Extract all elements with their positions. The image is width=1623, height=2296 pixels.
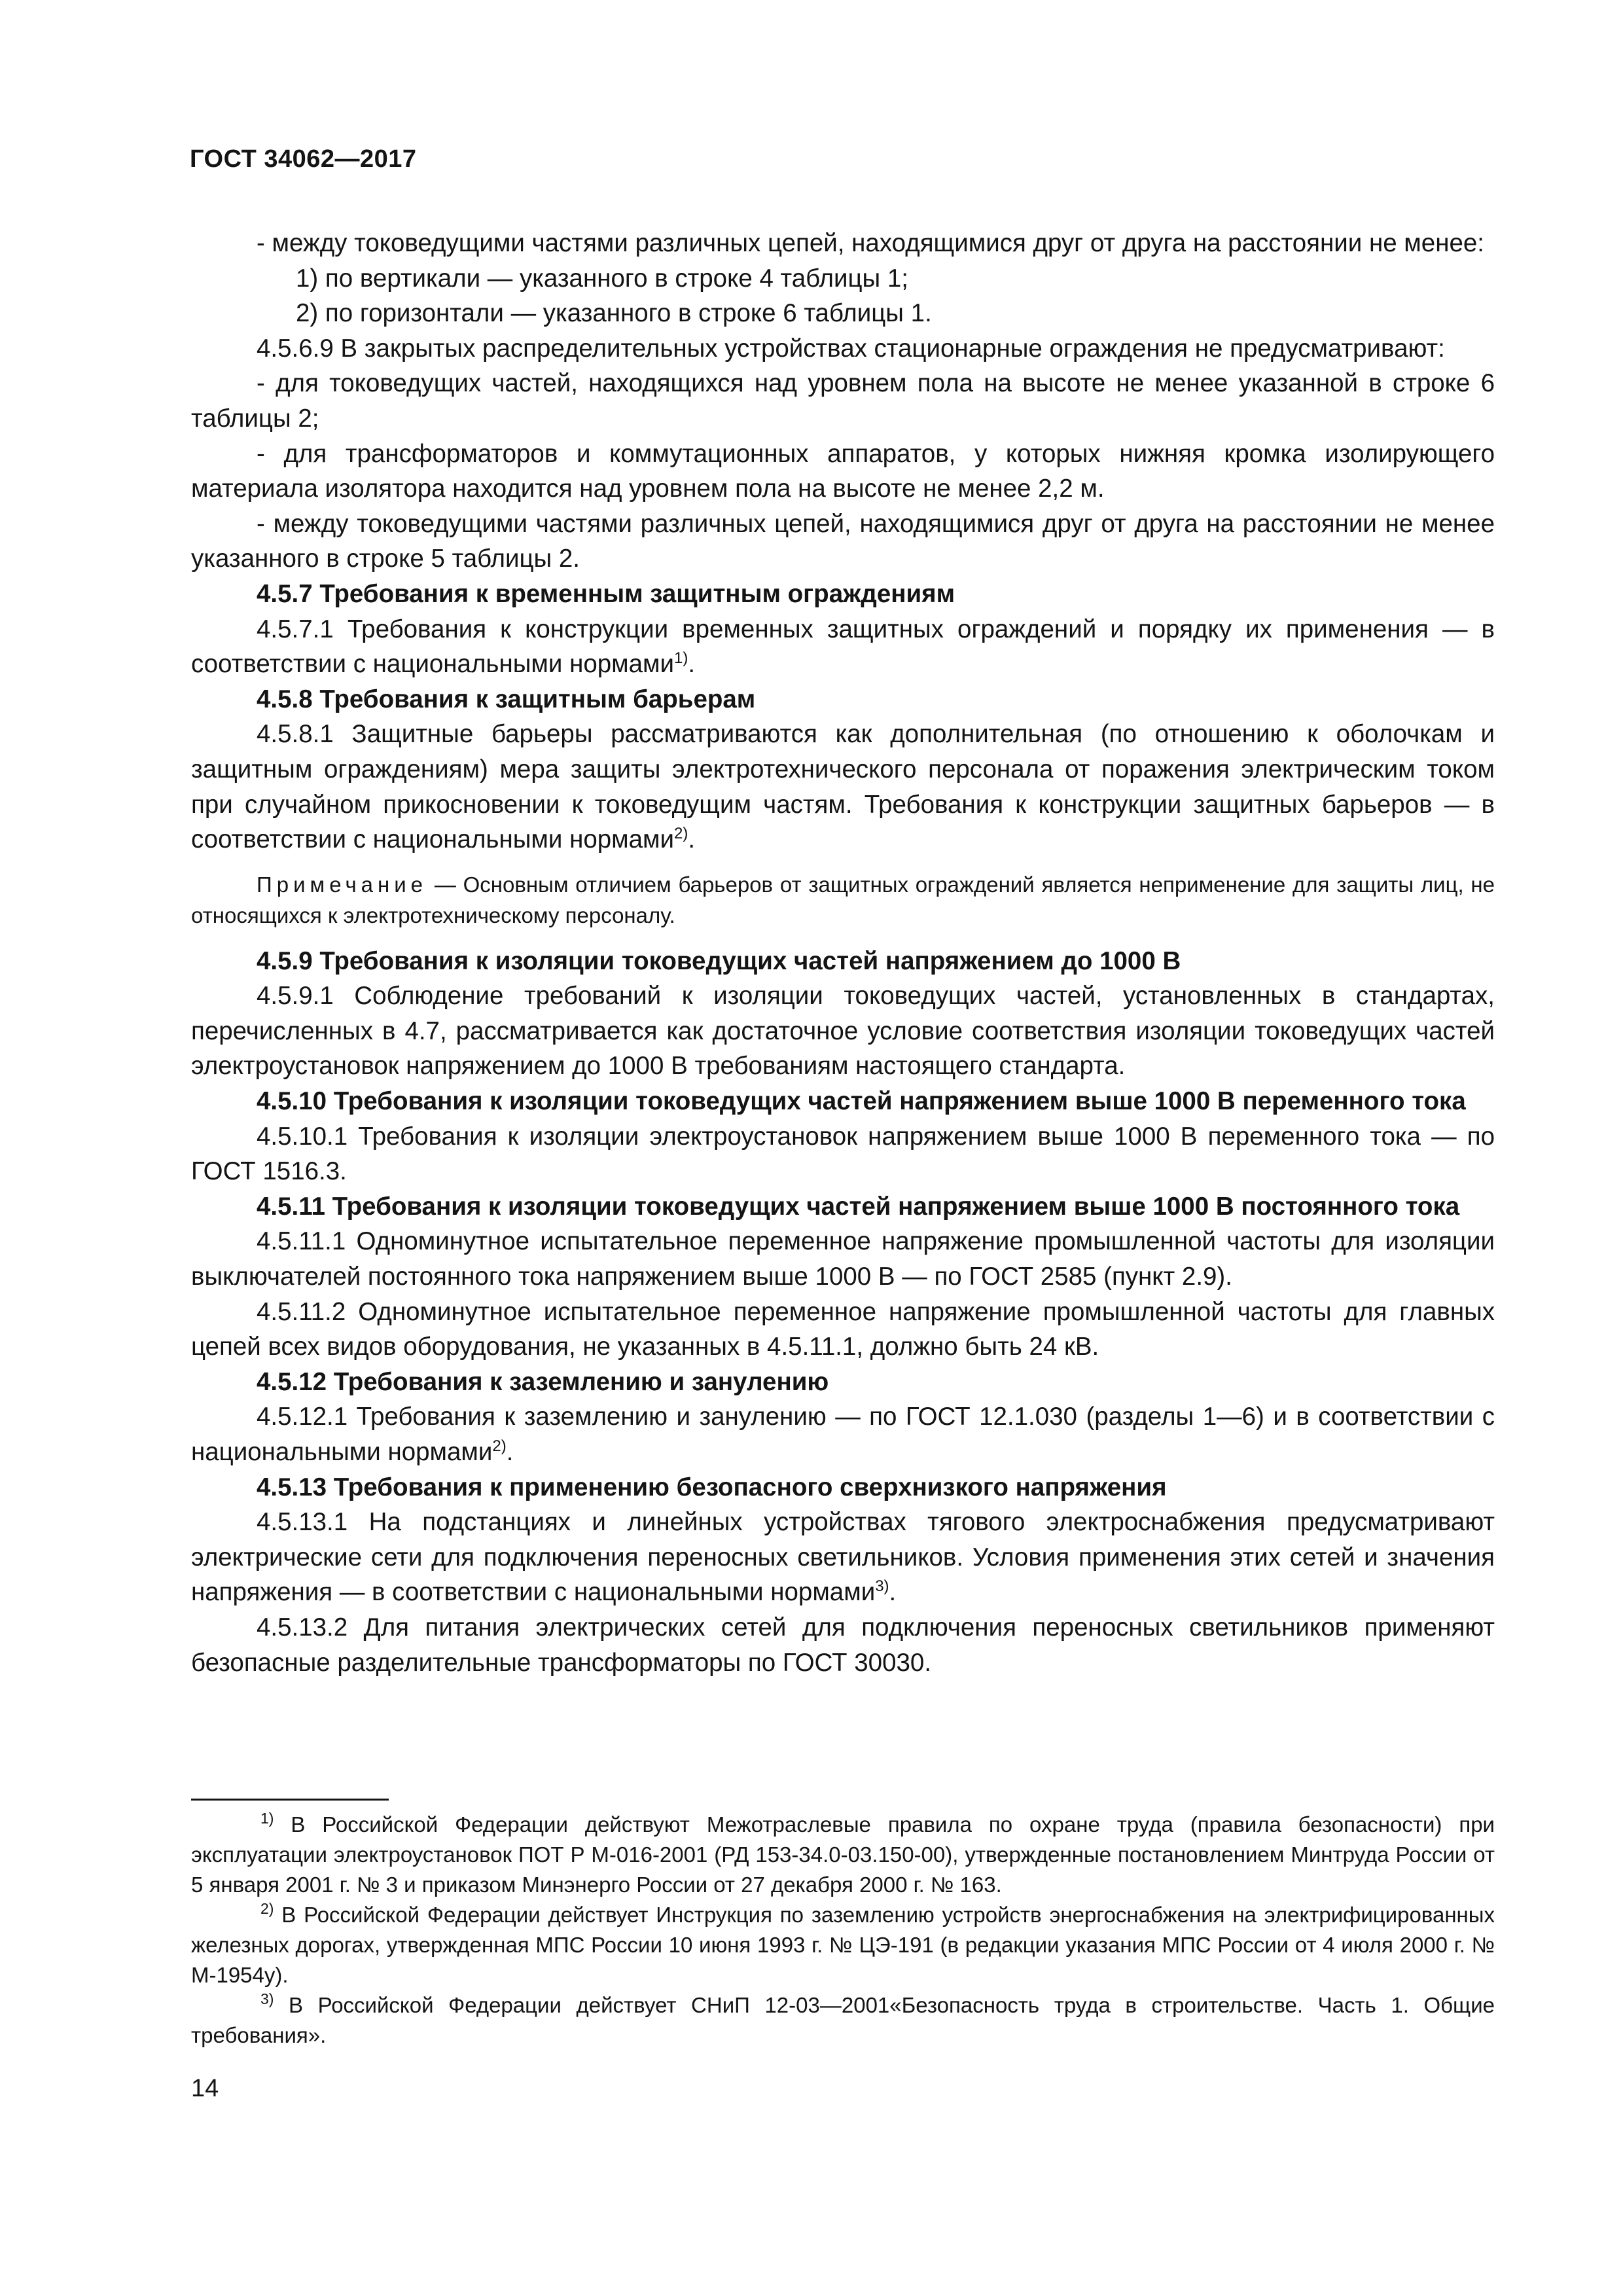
footnotes [191, 1810, 1495, 2051]
paragraph [191, 717, 1495, 857]
footnote-text: В Российской Федерации действует Инструкция по заземлению устройств энергоснабжения на электрифицированных железных дорогах, утвержденная МПС России 10 июня 1993 г. № ЦЭ-191 (в редакции указания МПС России от 4 июля 2000 г. № М-1954у). [191, 1903, 1495, 1987]
page-number: 14 [191, 2075, 219, 2102]
footnote-separator [191, 1799, 389, 1801]
section-heading: 4.5.12 Требования к заземлению и занулению [257, 1367, 829, 1396]
footnote-text: В Российской Федерации действует СНиП 12-03—2001«Безопасность труда в строительстве. Часть 1. Общие требования». [191, 1993, 1495, 2047]
paragraph-text: 4.5.8.1 Защитные барьеры рассматриваются как дополнительная (по отношению к оболочкам и защитным ограждениям) мера защиты электротехнического персонала от поражения электрическим током при случайном прикосновении к токоведущим частям. Требования к конструкции защитных барьеров — в соответствии с национальными нормами [191, 720, 1495, 854]
paragraph: 4.5.10.1 Требования к изоляции электроустановок напряжением выше 1000 В переменного тока — по ГОСТ 1516.3. [191, 1122, 1495, 1186]
section-heading: 4.5.7 Требования к временным защитным ограждениям [257, 579, 955, 608]
paragraph: 4.5.11.1 Одноминутное испытательное переменное напряжение промышленной частоты для изоляции выключателей постоянного тока напряжением выше 1000 В — по ГОСТ 2585 (пункт 2.9). [191, 1227, 1495, 1291]
paragraph: 4.5.11.2 Одноминутное испытательное переменное напряжение промышленной частоты для главных цепей всех видов оборудования, не указанных в 4.5.11.1, должно быть 24 кВ. [191, 1297, 1495, 1361]
section-heading: 4.5.9 Требования к изоляции токоведущих частей напряжением до 1000 В [257, 946, 1181, 975]
section-heading: 4.5.10 Требования к изоляции токоведущих частей напряжением выше 1000 В переменного тока [257, 1087, 1466, 1116]
paragraph-text: 4.5.7.1 Требования к конструкции временных защитных ограждений и порядку их применения — в соответствии с национальными нормами [191, 615, 1495, 679]
footnote [191, 1990, 1495, 2051]
paragraph-end: . [688, 825, 696, 854]
footnote-mark: 1) [260, 1810, 274, 1827]
section-heading: 4.5.11 Требования к изоляции токоведущих частей напряжением выше 1000 В постоянного тока [257, 1192, 1460, 1221]
paragraph-end: . [688, 650, 696, 679]
footnote-ref: 3) [875, 1577, 889, 1596]
document-header: ГОСТ 34062—2017 [190, 145, 417, 173]
section-heading: 4.5.8 Требования к защитным барьерам [257, 685, 756, 713]
footnote-text: В Российской Федерации действуют Межотраслевые правила по охране труда (правила безопасности) при эксплуатации электроустановок ПОТ Р М-016-2001 (РД 153-34.0-03.150-00), утвержденные постановлением Минтруда России от 5 января 2001 г. № 3 и приказом Минэнерго России от 27 декабря 2000 г. № 163. [191, 1812, 1495, 1897]
paragraph: 4.5.6.9 В закрытых распределительных устройствах стационарные ограждения не предусматривают: [257, 334, 1445, 363]
note-text: — Основным отличием барьеров от защитных ограждений является неприменение для защиты лиц, не относящихся к электротехническому персоналу. [191, 872, 1495, 927]
paragraph [191, 1505, 1495, 1610]
footnote-mark: 3) [260, 1990, 274, 2007]
document-body [191, 226, 1495, 1680]
section-heading: 4.5.13 Требования к применению безопасного сверхнизкого напряжения [257, 1473, 1167, 1501]
footnote-ref: 1) [674, 649, 688, 668]
paragraph-end: . [506, 1438, 514, 1466]
paragraph [191, 1399, 1495, 1469]
footnote-mark: 2) [260, 1900, 274, 1917]
paragraph: - между токоведущими частями различных цепей, находящимися друг от друга на расстоянии не менее указанного в строке 5 таблицы 2. [191, 509, 1495, 573]
footnote-ref: 2) [492, 1437, 507, 1455]
note [191, 869, 1495, 931]
list-item: 1) по вертикали — указанного в строке 4 таблицы 1; [296, 264, 908, 293]
list-item: 2) по горизонтали — указанного в строке 6 таблицы 1. [296, 299, 932, 328]
paragraph [191, 612, 1495, 682]
footnote-ref: 2) [674, 825, 688, 843]
paragraph-text: 4.5.12.1 Требования к заземлению и занулению — по ГОСТ 12.1.030 (разделы 1—6) и в соответствии с национальными нормами [191, 1403, 1495, 1466]
paragraph-end: . [889, 1578, 897, 1607]
paragraph-text: 4.5.13.1 На подстанциях и линейных устройствах тягового электроснабжения предусматривают электрические сети для подключения переносных светильников. Условия применения этих сетей и значения напряжения — в соответствии с национальными нормами [191, 1508, 1495, 1607]
paragraph: 4.5.9.1 Соблюдение требований к изоляции токоведущих частей, установленных в стандартах, перечисленных в 4.7, рассматривается как достаточное условие соответствия изоляции токоведущих частей электроустановок напряжением до 1000 В требованиям настоящего стандарта. [191, 982, 1495, 1081]
paragraph: - между токоведущими частями различных цепей, находящимися друг от друга на расстоянии не менее: [257, 229, 1484, 257]
note-label: Примечание [257, 872, 428, 897]
paragraph: 4.5.13.2 Для питания электрических сетей для подключения переносных светильников применяют безопасные разделительные трансформаторы по ГОСТ 30030. [191, 1613, 1495, 1677]
paragraph: - для токоведущих частей, находящихся над уровнем пола на высоте не менее указанной в строке 6 таблицы 2; [191, 369, 1495, 433]
paragraph: - для трансформаторов и коммутационных аппаратов, у которых нижняя кромка изолирующего материала изолятора находится над уровнем пола на высоте не менее 2,2 м. [191, 439, 1495, 503]
footnote [191, 1900, 1495, 1990]
footnote [191, 1810, 1495, 1900]
